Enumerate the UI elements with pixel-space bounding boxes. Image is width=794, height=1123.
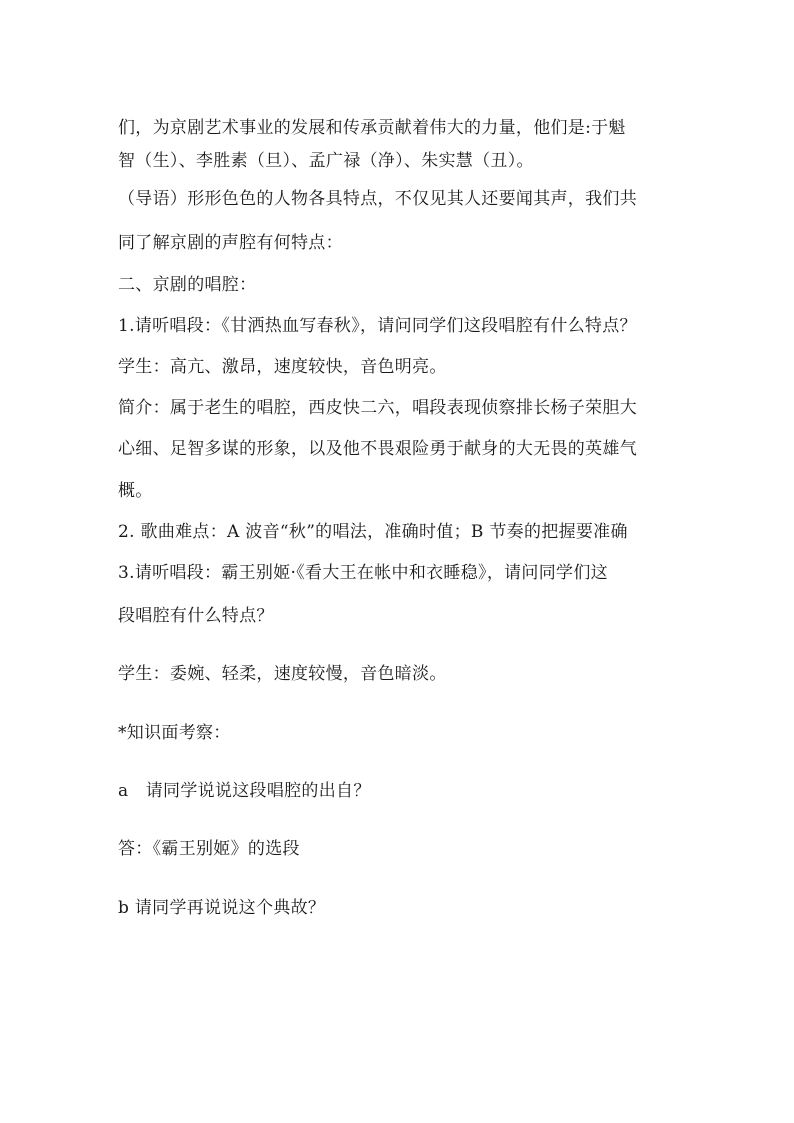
paragraph-line: 们，为京剧艺术事业的发展和传承贡献着伟大的力量，他们是:于魁	[118, 118, 626, 138]
paragraph-line: b 请同学再说说这个典故？	[118, 898, 326, 918]
paragraph-line: a 请同学说说这段唱腔的出自？	[118, 781, 371, 801]
section-heading: 二、京剧的唱腔：	[118, 275, 257, 295]
paragraph-line: 学生：委婉、轻柔，速度较慢，音色暗淡。	[118, 664, 447, 684]
paragraph-line: 答：《霸王别姬》的选段	[118, 839, 300, 859]
paragraph-line: 心细、足智多谋的形象，以及他不畏艰险勇于献身的大无畏的英雄气	[118, 439, 637, 459]
paragraph-line: （导语）形形色色的人物各具特点，不仅见其人还要闻其声，我们共	[118, 189, 637, 209]
paragraph-line: 3.请听唱段：霸王别姬·《看大王在帐中和衣睡稳》，请问同学们这	[118, 563, 608, 583]
paragraph-line: 概。	[118, 481, 153, 501]
paragraph-line: 1.请听唱段：《甘洒热血写春秋》，请问同学们这段唱腔有什么特点？	[118, 316, 637, 336]
paragraph-line: 简介：属于老生的唱腔，西皮快二六，唱段表现侦察排长杨子荣胆大	[118, 398, 637, 418]
paragraph-line: 段唱腔有什么特点？	[118, 606, 274, 626]
paragraph-line: 同了解京剧的声腔有何特点：	[118, 233, 343, 253]
paragraph-line: 智（生）、李胜素（旦）、孟广禄（净）、朱实慧（丑）。	[118, 151, 534, 171]
paragraph-line: 2. 歌曲难点：A 波音“秋”的唱法，准确时值；B 节奏的把握要准确	[118, 522, 628, 542]
paragraph-line: *知识面考察：	[118, 723, 231, 743]
paragraph-line: 学生：高亢、激昂，速度较快，音色明亮。	[118, 357, 447, 377]
